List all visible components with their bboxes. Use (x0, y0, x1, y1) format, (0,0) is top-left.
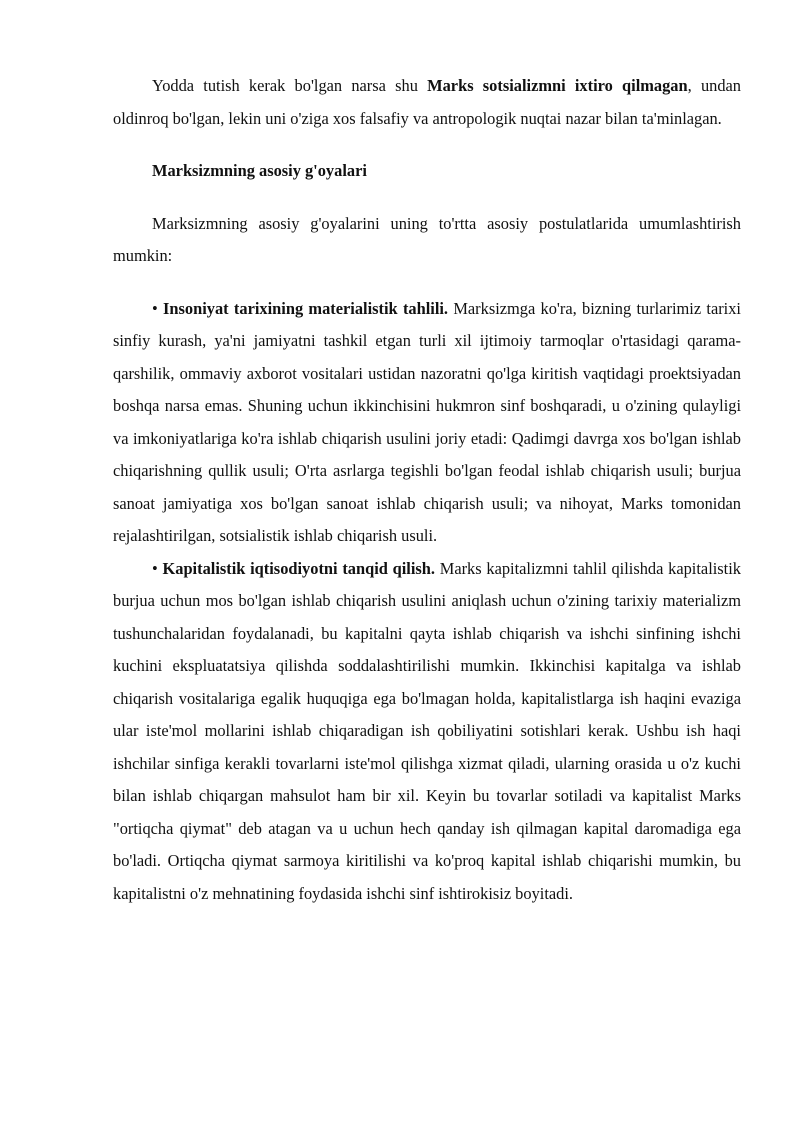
intro-rest: , undan oldinroq bo'lgan, lekin uni o'ziga xos falsafiy va antropologik nuqtai nazar bilan ta'minlagan. (113, 76, 742, 128)
summary-paragraph: Marksizmning asosiy g'oyalarini uning to'rtta asosiy postulatlarida umumlashtirish mumkin: (113, 213, 741, 265)
bullet-icon: • (152, 298, 158, 318)
bullet-paragraph-2 (113, 553, 741, 911)
intro-emphasis: Marks sotsializmni ixtiro qilmagan (427, 76, 688, 95)
bullet-title: Kapitalistik iqtisodiyotni tanqid qilish. (162, 558, 435, 578)
bullet-icon: • (152, 558, 158, 578)
intro-lead: Yodda tutish kerak bo'lgan narsa shu (152, 76, 428, 95)
bullet-text: Marks kapitalizmni tahlil qilishda kapitalistik burjua uchun mos bo'lgan ishlab chiqarish usulini aniqlash uchun o'zining tarixiy materializm tushunchalaridan foydalanadi, bu kapitalni qayta ishlab chiqarish va ishchi sinfining ishchi kuchini ekspluatatsiya qilishda soddalashtirilishi mumkin. Ikkinchisi kapitalga va ishlab chiqarish vositalariga egalik huquqiga ega bo'lmagan holda, kapitalistlarga ish haqini evaziga ular iste'mol mollarini ishlab chiqaradigan ish qobiliyatini sotishlari kerak. Ushbu ish haqi ishchilar sinfiga kerakli tovarlarni iste'mol qilishga xizmat qiladi, ularning orasida u o'z kuchi bilan ishlab chiqargan mahsulot ham bir xil. Keyin bu tovarlar sotiladi va kapitalist Marks "ortiqcha qiymat" deb atagan va u uchun hech qanday ish qilmagan kapital daromadiga ega bo'ladi. Ortiqcha qiymat sarmoya kiritilishi va ko'proq kapital ishlab chiqarishi mumkin, bu kapitalistni o'z mehnatining foydasida ishchi sinf ishtirokisiz boyitadi. (113, 558, 741, 903)
bullet-paragraph-1 (113, 293, 741, 553)
bullet-text: Marksizmga ko'ra, bizning turlarimiz tarixi sinfiy kurash, ya'ni jamiyatni tashkil etgan turli xil ijtimoiy tarmoqlar o'rtasidagi qarama-qarshilik, ommaviy axborot vositalari ustidan nazoratni qo'lga kiritish vaqtidagi proektsiyadan boshqa narsa emas. Shuning uchun ikkinchisini hukmron sinf boshqaradi, u o'zining qulayligi va imkoniyatlariga ko'ra ishlab chiqarish usulini joriy etadi: Qadimgi davrga xos bo'lgan ishlab chiqarishning qullik usuli; O'rta asrlarga tegishli bo'lgan feodal ishlab chiqarish usuli; burjua sanoat jamiyatiga xos bo'lgan sanoat ishlab chiqarish usuli; va nihoyat, Marks tomonidan rejalashtirilgan, sotsialistik ishlab chiqarish usuli. (113, 298, 741, 545)
document-page (113, 70, 741, 910)
section-heading: Marksizmning asosiy g'oyalari (152, 161, 367, 180)
bullet-title: Insoniyat tarixining materialistik tahlili. (163, 298, 449, 318)
intro-paragraph (113, 70, 741, 135)
